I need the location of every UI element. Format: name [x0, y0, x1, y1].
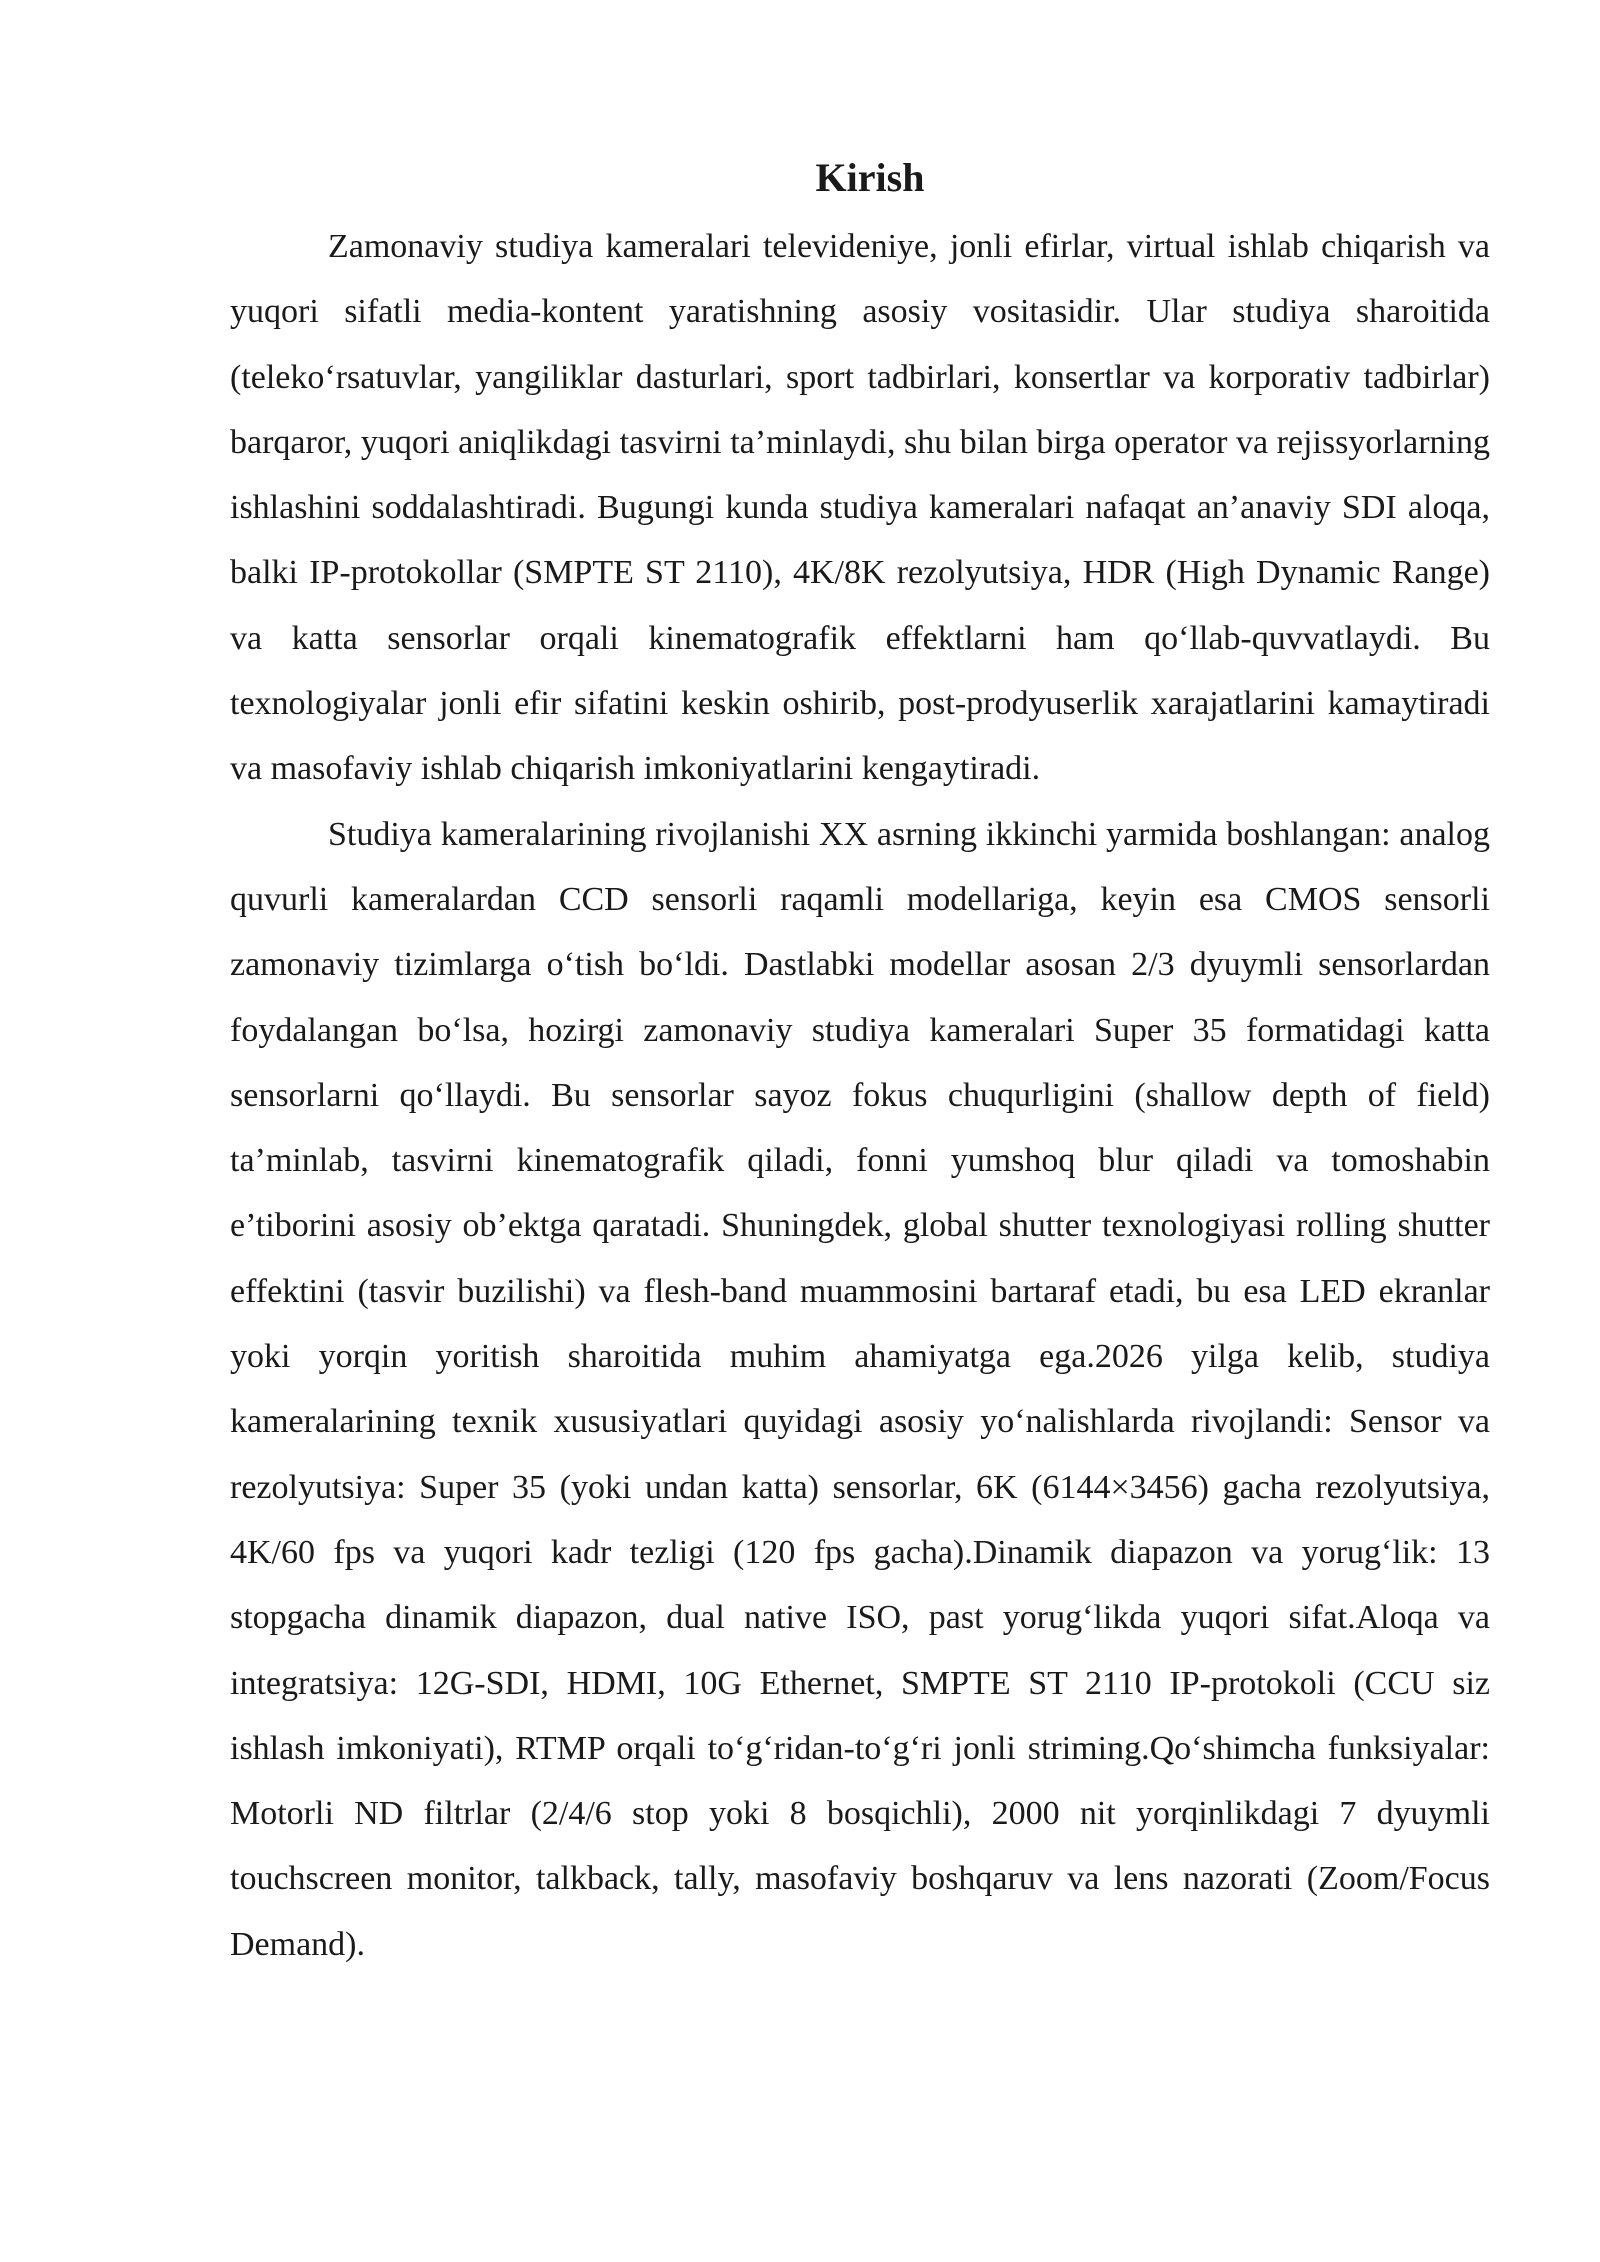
document-body	[230, 150, 1490, 1977]
paragraph-history: Studiya kameralarining rivojlanishi XX asrning ikkinchi yarmida boshlangan: analog quvurli kameralardan CCD sensorli raqamli modellariga, keyin esa CMOS sensorli zamonaviy tizimlarga o‘tish bo‘ldi. Dastlabki modellar asosan 2/3 dyuymli sensorlardan foydalangan bo‘lsa, hozirgi zamonaviy studiya kameralari Super 35 formatidagi katta sensorlarni qo‘llaydi. Bu sensorlar sayoz fokus chuqurligini (shallow depth of field) ta’minlab, tasvirni kinematografik qiladi, fonni yumshoq blur qiladi va tomoshabin e’tiborini asosiy ob’ektga qaratadi. Shuningdek, global shutter texnologiyasi rolling shutter effektini (tasvir buzilishi) va flesh-band muammosini bartaraf etadi, bu esa LED ekranlar yoki yorqin yoritish sharoitida muhim ahamiyatga ega.2026 yilga kelib, studiya kameralarining texnik xususiyatlari quyidagi asosiy yo‘nalishlarda rivojlandi: Sensor va rezolyutsiya: Super 35 (yoki undan katta) sensorlar, 6K (6144×3456) gacha rezolyutsiya, 4K/60 fps va yuqori kadr tezligi (120 fps gacha).Dinamik diapazon va yorug‘lik: 13 stopgacha dinamik diapazon, dual native ISO, past yorug‘likda yuqori sifat.Aloqa va integratsiya: 12G-SDI, HDMI, 10G Ethernet, SMPTE ST 2110 IP-protokoli (CCU siz ishlash imkoniyati), RTMP orqali to‘g‘ridan-to‘g‘ri jonli striming.Qo‘shimcha funksiyalar: Motorli ND filtrlar (2/4/6 stop yoki 8 bosqichli), 2000 nit yorqinlikdagi 7 dyuymli touchscreen monitor, talkback, tally, masofaviy boshqaruv va lens nazorati (Zoom/Focus Demand).	[230, 815, 1490, 1963]
section-title: Kirish	[815, 155, 925, 200]
paragraph-intro: Zamonaviy studiya kameralari televideniye, jonli efirlar, virtual ishlab chiqarish va yuqori sifatli media-kontent yaratishning asosiy vositasidir. Ular studiya sharoitida (teleko‘rsatuvlar, yangiliklar dasturlari, sport tadbirlari, konsertlar va korporativ tadbirlar) barqaror, yuqori aniqlikdagi tasvirni ta’minlaydi, shu bilan birga operator va rejissyorlarning ishlashini soddalashtiradi. Bugungi kunda studiya kameralari nafaqat an’anaviy SDI aloqa, balki IP-protokollar (SMPTE ST 2110), 4K/8K rezolyutsiya, HDR (High Dynamic Range) va katta sensorlar orqali kinematografik effektlarni ham qo‘llab-quvvatlaydi. Bu texnologiyalar jonli efir sifatini keskin oshirib, post-prodyuserlik xarajatlarini kamaytiradi va masofaviy ishlab chiqarish imkoniyatlarini kengaytiradi.	[230, 228, 1490, 788]
